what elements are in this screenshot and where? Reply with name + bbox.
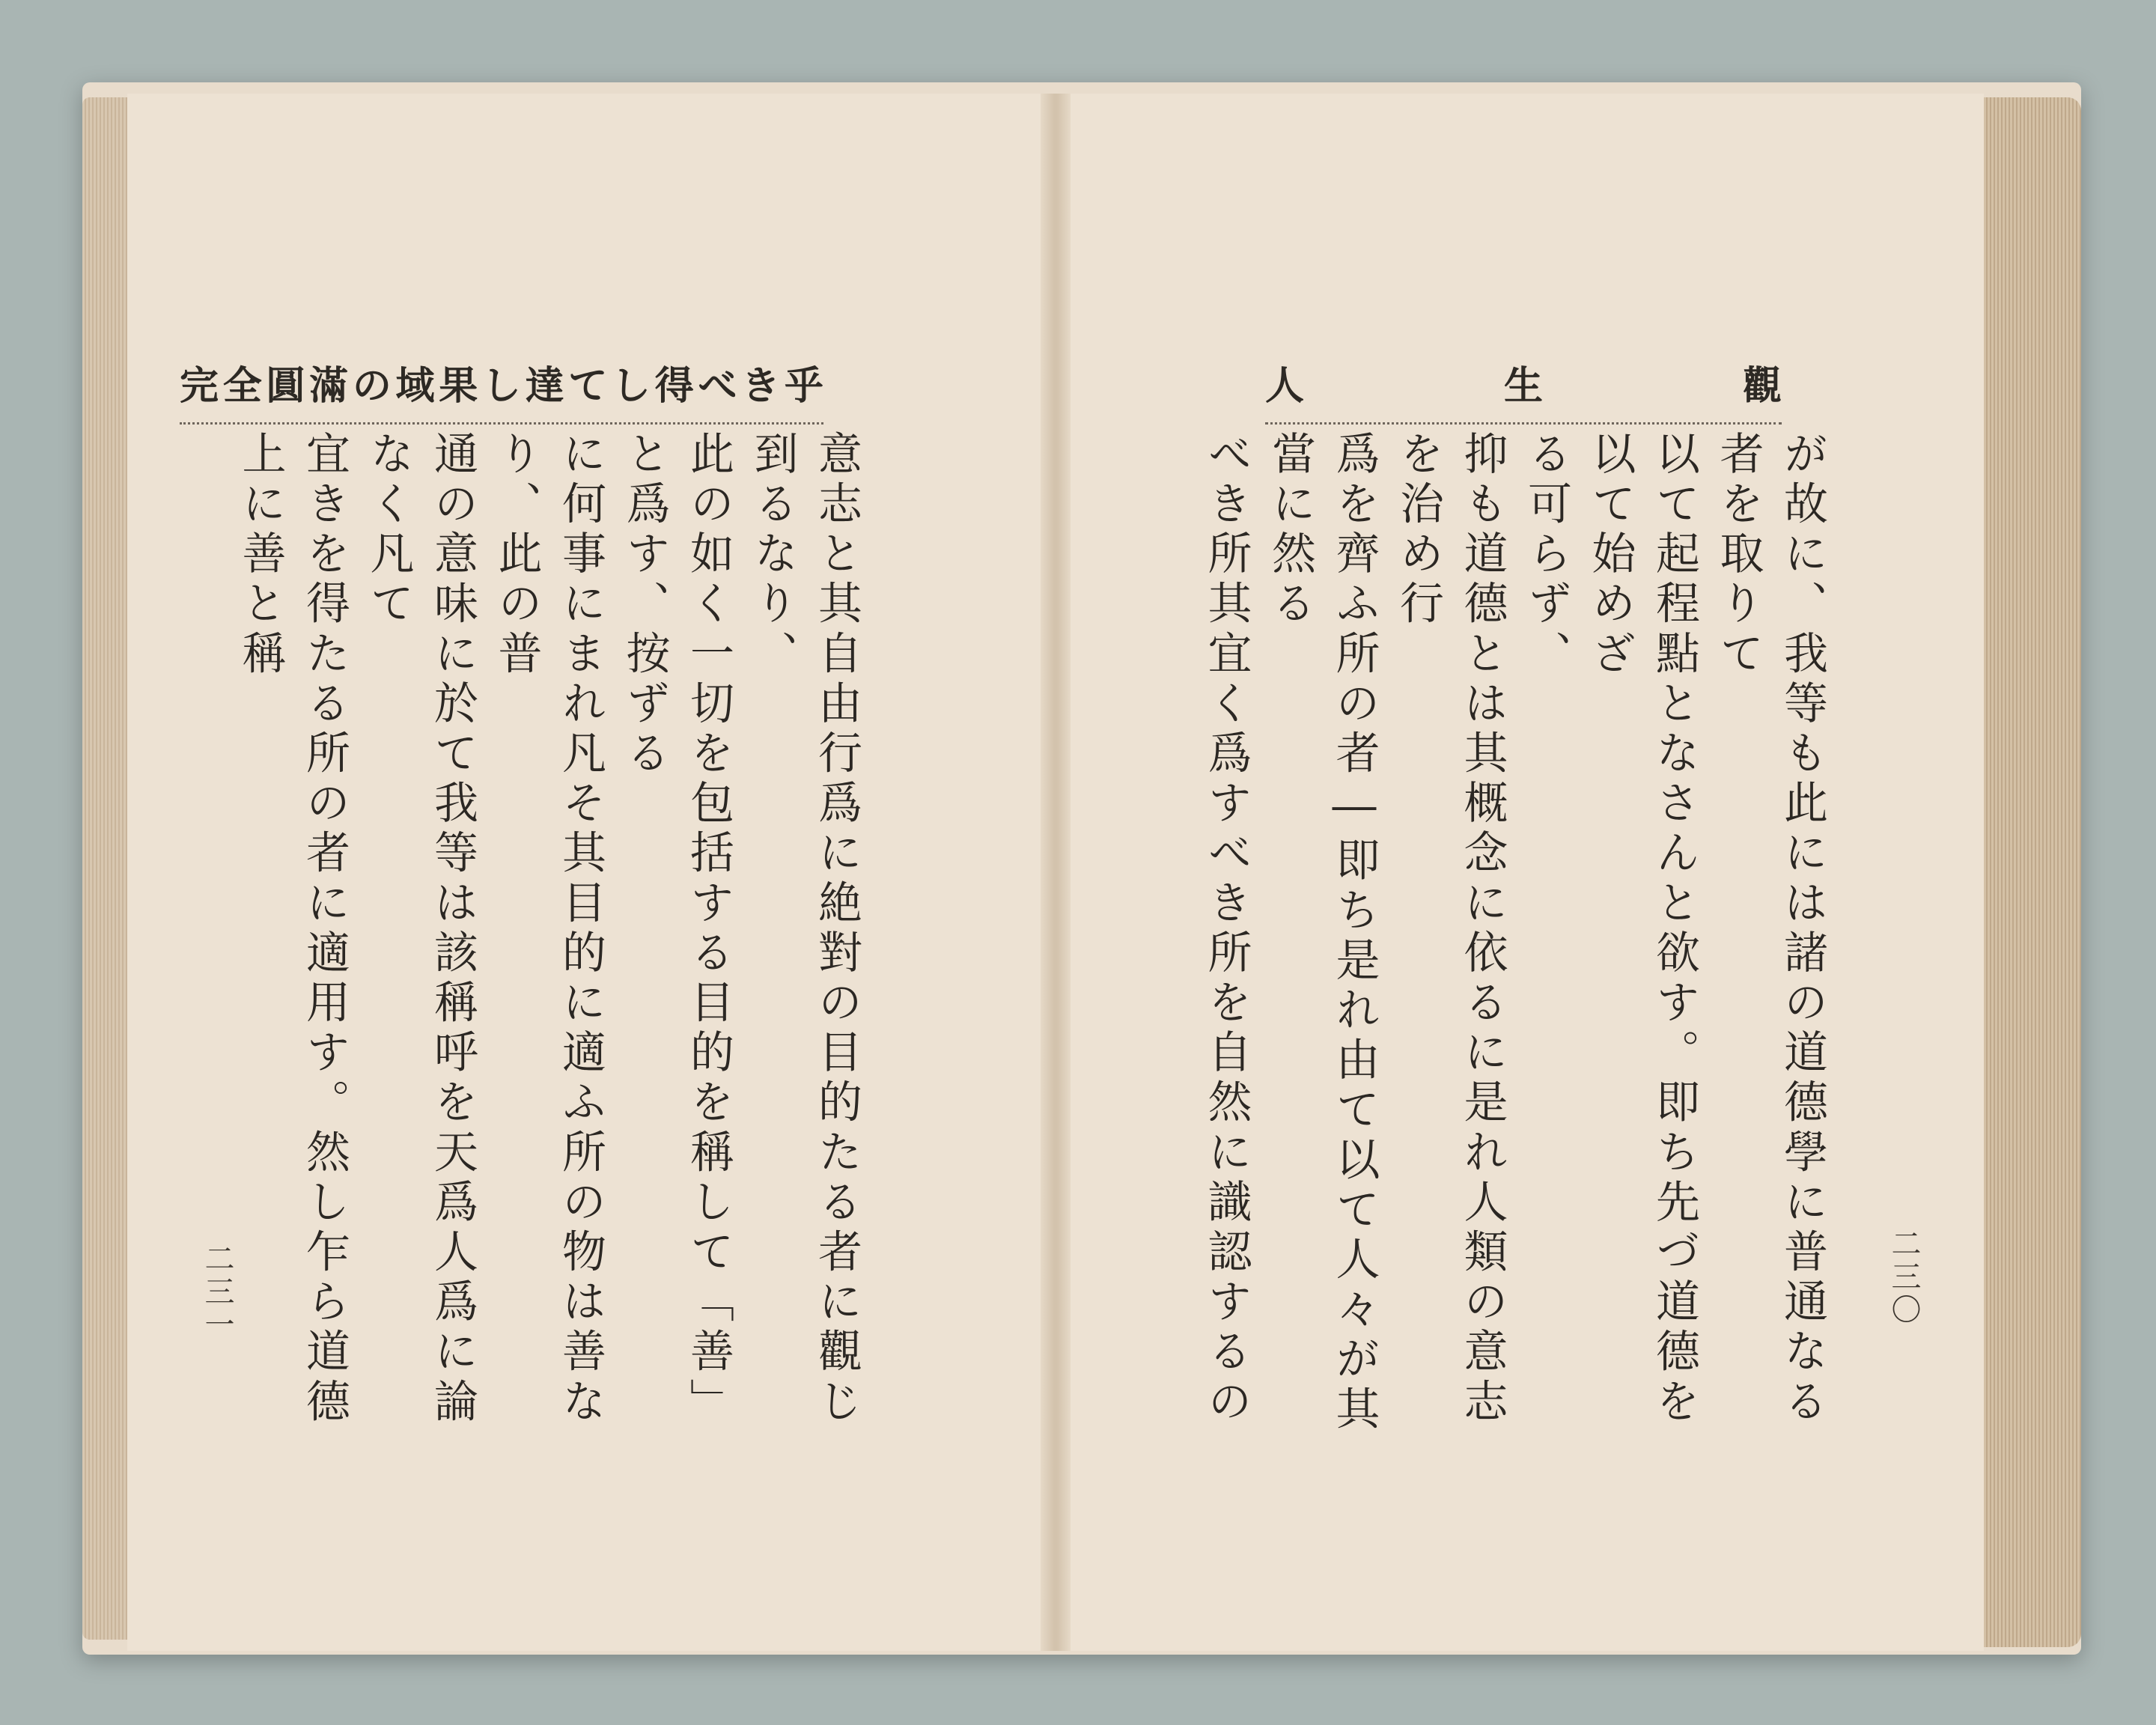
running-head-char: 觀 [1742, 362, 1782, 409]
running-head-char: き [741, 362, 781, 409]
running-head-char: 全 [222, 362, 262, 409]
text-column: に何事にまれ凡そ其目的に適ふ所の物は善なり、此の普 [490, 431, 606, 1428]
text-column: 宜きを得たる所の者に適用す。然し乍ら道德上に善と稱 [234, 431, 350, 1428]
text-column: 通の意味に於て我等は該稱呼を天爲人爲に論なく凡て [362, 431, 478, 1428]
running-head-char: 域 [395, 362, 435, 409]
text-column: 意志と其自由行爲に絶對の目的たる者に觀じ到るなり、 [746, 431, 862, 1428]
running-head-char: し [612, 362, 651, 409]
running-head-char: べ [698, 362, 737, 409]
running-head-char: 人 [1265, 362, 1305, 409]
text-column: る可らず、 [1520, 431, 1572, 680]
text-column: 爲を齊ふ所の者―即ち是れ由て以て人々が其當に然る [1264, 431, 1380, 1435]
running-head-char: て [568, 362, 608, 409]
running-head-char: の [352, 362, 392, 409]
running-head-char: し [481, 362, 521, 409]
gutter [1041, 94, 1071, 1651]
running-head-char: 生 [1503, 362, 1543, 409]
text-column: 抑も道德とは其概念に依るに是れ人類の意志を治め行 [1392, 431, 1508, 1428]
running-head-char: 完 [180, 362, 219, 409]
running-head-char: 圓 [266, 362, 305, 409]
right-body-text [1194, 431, 1834, 1456]
text-column: 此の如く一切を包括する目的を稱して「善」と爲す、按ずる [618, 431, 734, 1428]
running-head-char: 達 [525, 362, 564, 409]
running-head-char: 滿 [309, 362, 349, 409]
text-column: 以て起程點となさんと欲す。即ち先づ道德を以て始めざ [1584, 431, 1700, 1428]
page-number-right: 二三〇 [1886, 1228, 1921, 1327]
running-head-char: 乎 [784, 362, 823, 409]
running-head-char: 得 [654, 362, 694, 409]
text-column: が故に、我等も此には諸の道德學に普通なる者を取りて [1712, 431, 1828, 1428]
running-head-right [1265, 352, 1782, 425]
page-edges-right [1976, 97, 2081, 1647]
text-column: べき所其宜く爲すべき所を自然に識認するの [1200, 431, 1252, 1428]
page-number-left: 二三一 [200, 1243, 234, 1342]
running-head-left [180, 352, 823, 425]
left-body-text [228, 431, 868, 1456]
running-head-char: 果 [439, 362, 478, 409]
